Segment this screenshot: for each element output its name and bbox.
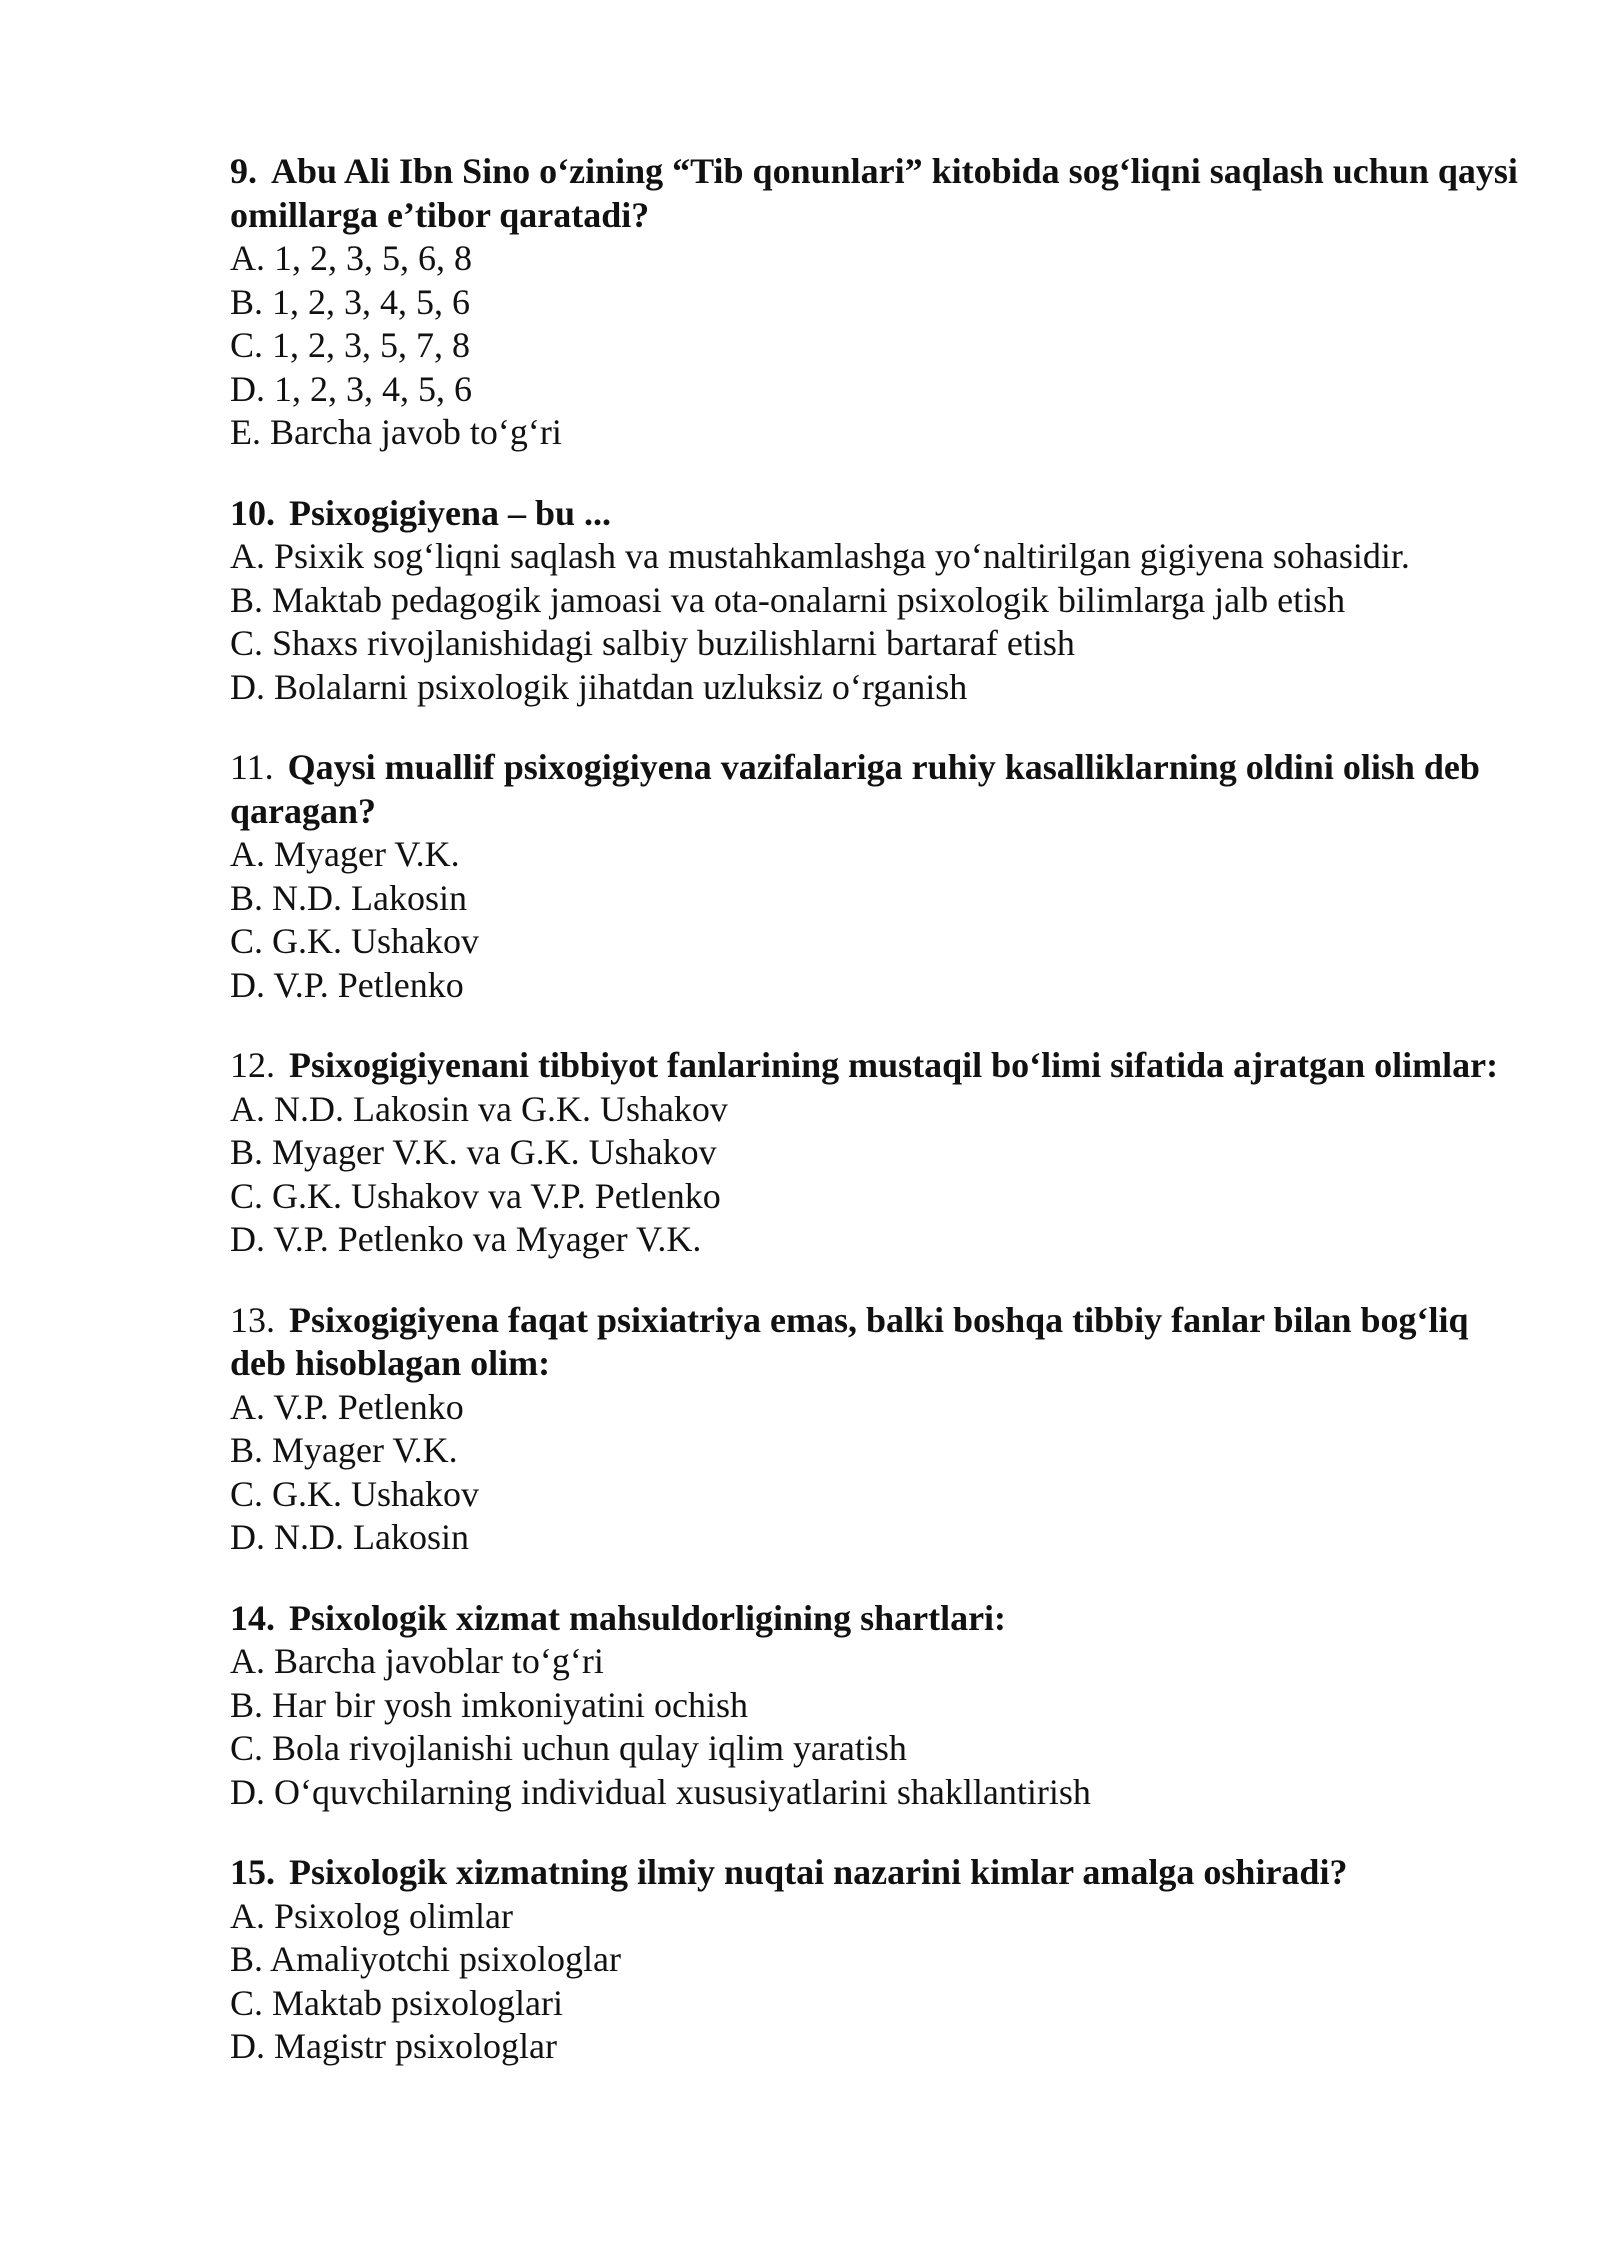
- question-number: 13.: [230, 1299, 275, 1340]
- question-block: [230, 1597, 1530, 1815]
- answer-option[interactable]: E. Barcha javob to‘g‘ri: [230, 412, 562, 452]
- answer-option[interactable]: B. Har bir yosh imkoniyatini ochish: [230, 1684, 748, 1725]
- answer-option[interactable]: D. O‘quvchilarning individual xususiyatlarini shakllantirish: [230, 1771, 1091, 1812]
- question-block: [230, 1044, 1530, 1262]
- answer-option[interactable]: A. Myager V.K.: [230, 834, 460, 874]
- answer-option[interactable]: A. Psixik sog‘liqni saqlash va mustahkamlashga yo‘naltirilgan gigiyena sohasidir.: [230, 536, 1410, 576]
- question-number: 10.: [230, 492, 275, 533]
- question-block: [230, 1299, 1530, 1560]
- question-number: 15.: [230, 1852, 275, 1892]
- question-block: [230, 1851, 1530, 2069]
- question-block: [230, 150, 1530, 455]
- answer-option[interactable]: A. V.P. Petlenko: [230, 1386, 464, 1427]
- question-stem: [230, 746, 1530, 833]
- question-stem: [230, 150, 1530, 237]
- answer-option[interactable]: A. N.D. Lakosin va G.K. Ushakov: [230, 1088, 728, 1129]
- question-text: Abu Ali Ibn Sino o‘zining “Tib qonunlari” kitobida sog‘liqni saqlash uchun qaysi omillarga e’tibor qaratadi?: [230, 151, 1518, 235]
- answer-option[interactable]: D. V.P. Petlenko va Myager V.K.: [230, 1219, 702, 1259]
- answer-option[interactable]: B. Myager V.K.: [230, 1430, 458, 1470]
- question-text: Qaysi muallif psixogigiyena vazifalariga ruhiy kasalliklarning oldini olish deb qaragan?: [230, 747, 1480, 831]
- answer-option[interactable]: D. 1, 2, 3, 4, 5, 6: [230, 368, 472, 409]
- answer-option[interactable]: B. Maktab pedagogik jamoasi va ota-onalarni psixologik bilimlarga jalb etish: [230, 579, 1346, 620]
- answer-option[interactable]: B. N.D. Lakosin: [230, 877, 467, 918]
- answer-option[interactable]: C. 1, 2, 3, 5, 7, 8: [230, 325, 471, 365]
- question-stem: [230, 1044, 1530, 1088]
- answer-option[interactable]: C. Shaxs rivojlanishidagi salbiy buzilishlarni bartaraf etish: [230, 623, 1075, 663]
- question-text: Psixologik xizmatning ilmiy nuqtai nazarini kimlar amalga oshiradi?: [289, 1852, 1348, 1892]
- question-text: Psixologik xizmat mahsuldorligining shartlari:: [289, 1597, 1007, 1638]
- question-stem: [230, 1851, 1530, 1895]
- answer-option[interactable]: C. Bola rivojlanishi uchun qulay iqlim yaratish: [230, 1728, 907, 1768]
- question-stem: [230, 1299, 1530, 1386]
- answer-option[interactable]: C. G.K. Ushakov: [230, 921, 479, 961]
- answer-option[interactable]: D. N.D. Lakosin: [230, 1517, 469, 1557]
- answer-option[interactable]: C. Maktab psixologlari: [230, 1982, 563, 2023]
- answer-option[interactable]: A. 1, 2, 3, 5, 6, 8: [230, 238, 472, 278]
- answer-option[interactable]: B. Amaliyotchi psixologlar: [230, 1939, 621, 1979]
- quiz-page: [230, 150, 1530, 2106]
- question-text: Psixogigiyena faqat psixiatriya emas, balki boshqa tibbiy fanlar bilan bog‘liq deb hisoblagan olim:: [230, 1299, 1469, 1383]
- question-number: 9.: [230, 151, 257, 191]
- answer-option[interactable]: D. V.P. Petlenko: [230, 964, 464, 1005]
- answer-option[interactable]: B. Myager V.K. va G.K. Ushakov: [230, 1132, 717, 1172]
- answer-option[interactable]: A. Barcha javoblar to‘g‘ri: [230, 1641, 604, 1681]
- question-stem: [230, 492, 1530, 536]
- question-block: [230, 746, 1530, 1007]
- question-number: 14.: [230, 1597, 275, 1638]
- question-block: [230, 492, 1530, 710]
- answer-option[interactable]: A. Psixolog olimlar: [230, 1895, 514, 1936]
- question-text: Psixogigiyena – bu ...: [289, 492, 612, 533]
- question-text: Psixogigiyenani tibbiyot fanlarining mustaqil bo‘limi sifatida ajratgan olimlar:: [289, 1045, 1499, 1085]
- answer-option[interactable]: D. Magistr psixologlar: [230, 2026, 557, 2066]
- question-number: 12.: [230, 1045, 275, 1085]
- question-number: 11.: [230, 747, 274, 787]
- answer-option[interactable]: C. G.K. Ushakov: [230, 1473, 479, 1514]
- answer-option[interactable]: B. 1, 2, 3, 4, 5, 6: [230, 281, 471, 322]
- answer-option[interactable]: C. G.K. Ushakov va V.P. Petlenko: [230, 1175, 721, 1216]
- question-stem: [230, 1597, 1530, 1641]
- question-list: [230, 150, 1530, 2069]
- answer-option[interactable]: D. Bolalarni psixologik jihatdan uzluksiz o‘rganish: [230, 666, 968, 707]
